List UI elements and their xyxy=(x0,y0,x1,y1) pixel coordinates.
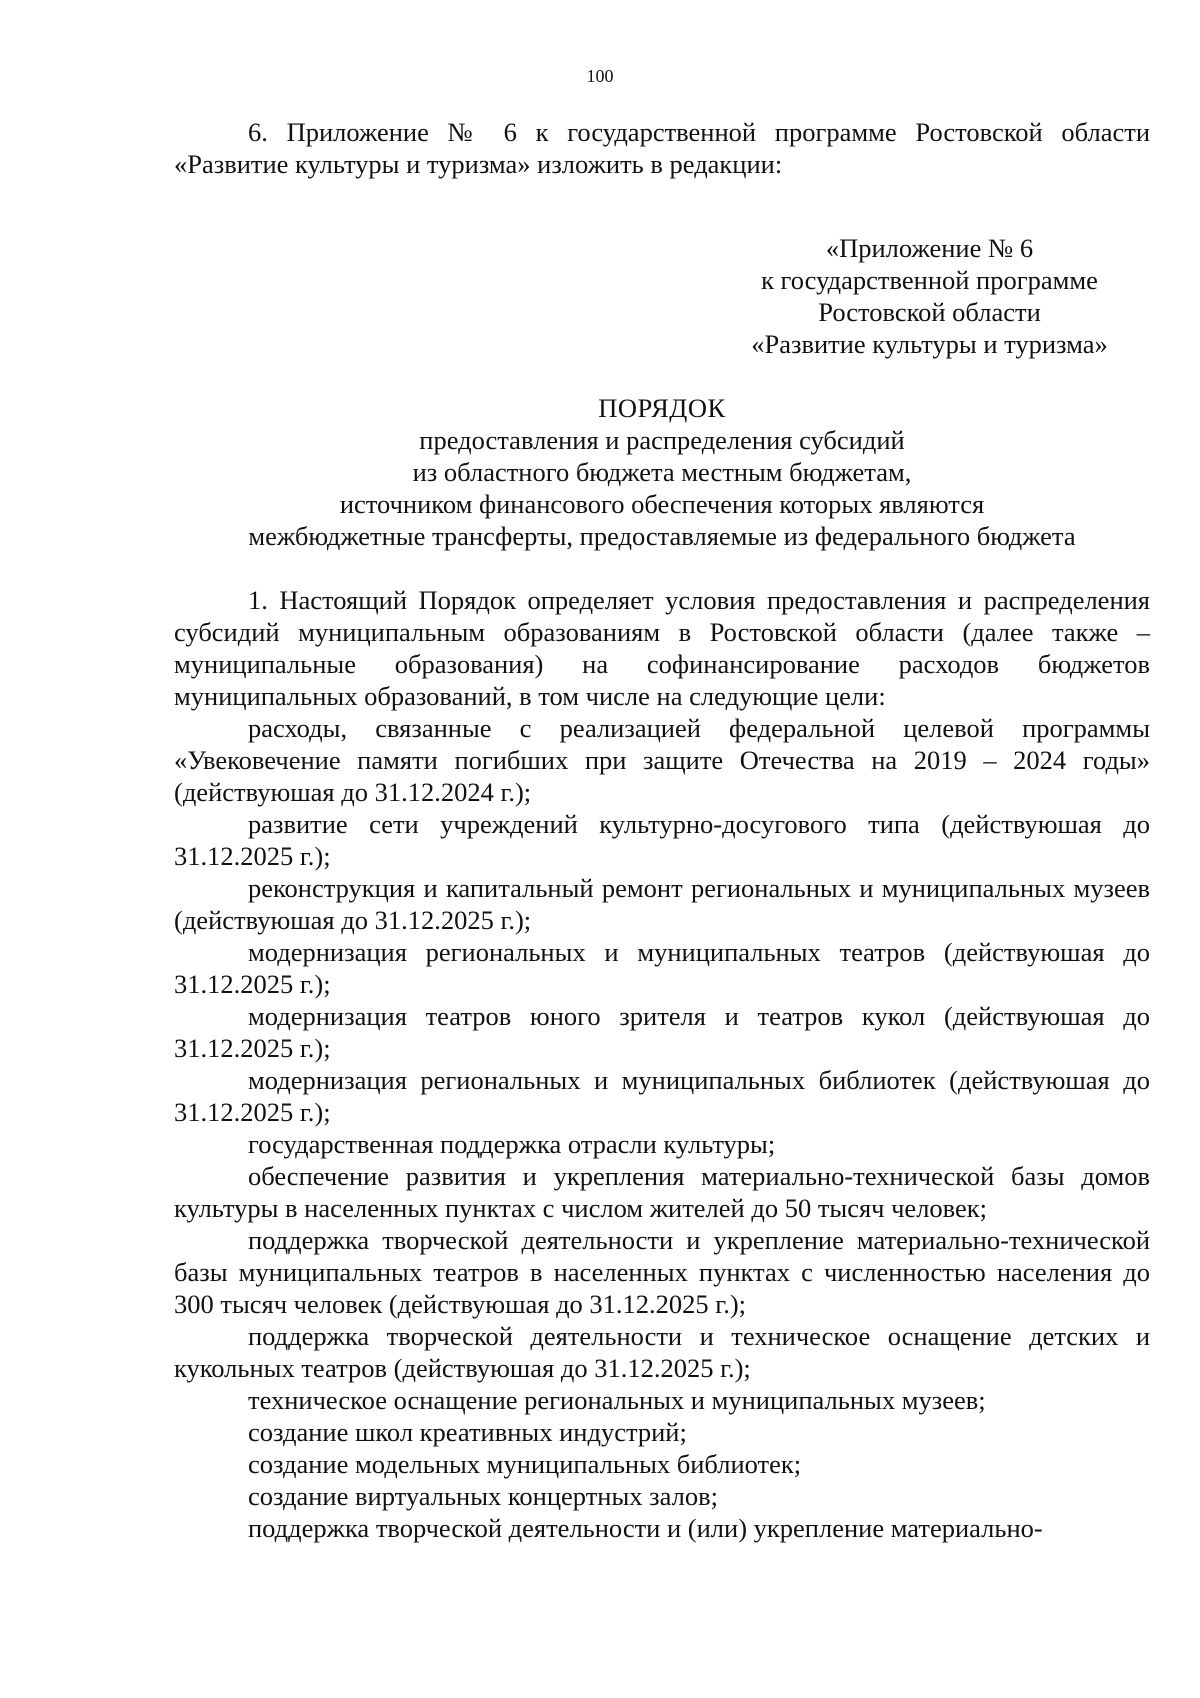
paragraph: модернизация региональных и муниципальных театров (действуюшая до 31.12.2025 г.); xyxy=(174,937,1150,999)
paragraph: создание виртуальных концертных залов; xyxy=(248,1481,718,1511)
paragraph: поддержка творческой деятельности и (или) укрепление материально- xyxy=(248,1513,1043,1543)
appendix-line: «Приложение № 6 xyxy=(825,233,1034,263)
appendix-line: «Развитие культуры и туризма» xyxy=(751,329,1108,359)
paragraph: модернизация театров юного зрителя и театров кукол (действуюшая до 31.12.2025 г.); xyxy=(174,1001,1150,1063)
paragraph: модернизация региональных и муниципальных библиотек (действуюшая до 31.12.2025 г.); xyxy=(174,1065,1150,1127)
paragraph: обеспечение развития и укрепления материально-технической базы домов культуры в населенных пунктах с числом жителей до 50 тысяч человек; xyxy=(174,1161,1150,1223)
page-number: 100 xyxy=(586,66,614,86)
paragraph: техническое оснащение региональных и муниципальных музеев; xyxy=(248,1385,986,1415)
paragraph: поддержка творческой деятельности и укрепление материально-технической базы муниципальных театров в населенных пунктах с численностью населения до 300 тысяч человек (действуюшая до 31.12.2025 г.); xyxy=(174,1225,1150,1319)
subtitle-line: из областного бюджета местным бюджетам, xyxy=(412,457,912,487)
paragraph: 1. Настоящий Порядок определяет условия предоставления и распределения субсидий муниципальным образованиям в Ростовской области (далее также – муниципальные образования) на софинансирование расходов бюджетов муниципальных образований, в том числе на следующие цели: xyxy=(174,585,1150,711)
paragraph: создание модельных муниципальных библиотек; xyxy=(248,1449,802,1479)
subtitle-line: источником финансового обеспечения которых являются xyxy=(339,489,985,519)
appendix-line: Ростовской области xyxy=(818,297,1041,327)
paragraph: реконструкция и капитальный ремонт региональных и муниципальных музеев (действуюшая до 31.12.2025 г.); xyxy=(174,873,1150,935)
appendix-heading xyxy=(709,232,1150,360)
paragraph: создание школ креативных индустрий; xyxy=(248,1417,687,1447)
paragraph: развитие сети учреждений культурно-досугового типа (действуюшая до 31.12.2025 г.); xyxy=(174,809,1150,871)
paragraph-list xyxy=(174,584,1150,1544)
subtitle-line: межбюджетные трансферты, предоставляемые из федерального бюджета xyxy=(248,521,1076,551)
paragraph: расходы, связанные с реализацией федеральной целевой программы «Увековечение памяти погибших при защите Отечества на 2019 – 2024 годы» (действуюшая до 31.12.2024 г.); xyxy=(174,713,1150,807)
appendix-line: к государственной программе xyxy=(761,265,1098,295)
document-title: ПОРЯДОК xyxy=(598,393,726,423)
subtitle-line: предоставления и распределения субсидий xyxy=(419,425,905,455)
intro-paragraph: 6. Приложение № 6 к государственной программе Ростовской области «Развитие культуры и туризма» изложить в редакции: xyxy=(174,117,1150,179)
document-title-block xyxy=(174,392,1150,552)
paragraph: поддержка творческой деятельности и техническое оснащение детских и кукольных театров (действуюшая до 31.12.2025 г.); xyxy=(174,1321,1150,1383)
paragraph: государственная поддержка отрасли культуры; xyxy=(248,1129,776,1159)
document-body xyxy=(174,116,1150,1544)
